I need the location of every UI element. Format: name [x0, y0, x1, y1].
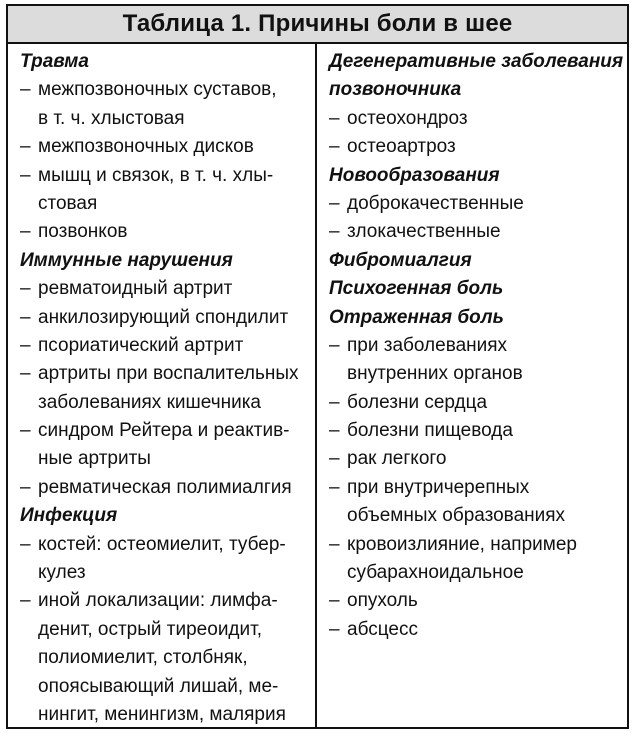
dash-bullet: –: [329, 107, 340, 129]
list-item: [329, 105, 627, 133]
list-item-text: при внутричерепных: [347, 476, 530, 498]
list-item: [329, 417, 627, 445]
list-item-continuation: ные артриты: [38, 448, 151, 470]
list-item-text: остеоартроз: [347, 136, 456, 158]
list-item: [329, 389, 627, 417]
list-item-text: псориатический артрит: [38, 334, 244, 356]
dash-bullet: –: [20, 79, 31, 101]
list-item-continuation: внутренних органов: [347, 363, 523, 385]
list-item-text: ревматическая полимиалгия: [38, 476, 292, 498]
list-item-continuation: заболеваниях кишечника: [38, 391, 261, 413]
list-item-continuation: объемных образованиях: [347, 505, 566, 527]
section-heading: Дегенеративные заболевания: [329, 51, 624, 72]
list-item: [329, 445, 627, 473]
list-item-continuation: кулез: [38, 562, 86, 584]
list-item-text: позвонков: [38, 221, 128, 243]
list-item-continuation: субарахноидальное: [347, 562, 524, 584]
list-item-text: абсцесс: [347, 618, 418, 640]
right-column: [317, 44, 627, 727]
dash-bullet: –: [20, 420, 31, 442]
list-item-text: иной локализации: лимфа-: [38, 590, 278, 612]
list-item: [20, 587, 315, 615]
table-body: [8, 44, 627, 727]
list-item: [20, 76, 315, 104]
list-item: [20, 218, 315, 246]
list-item-text: доброкачественные: [347, 192, 524, 214]
list-item-text: опухоль: [347, 590, 418, 612]
dash-bullet: –: [329, 420, 340, 442]
list-item: [329, 616, 627, 644]
section-heading: Фибромиалгия: [329, 249, 472, 271]
list-item: [329, 587, 627, 615]
dash-bullet: –: [329, 391, 340, 413]
dash-bullet: –: [20, 363, 31, 385]
list-item: [20, 474, 315, 502]
dash-bullet: –: [20, 590, 31, 612]
list-item: [20, 360, 315, 388]
list-item-text: болезни сердца: [347, 391, 488, 413]
table-title: Таблица 1. Причины боли в шее: [8, 6, 627, 44]
section-heading: позвоночника: [329, 79, 462, 101]
dash-bullet: –: [329, 221, 340, 243]
list-item-text: анкилозирующий спондилит: [38, 306, 289, 328]
dash-bullet: –: [329, 533, 340, 555]
list-item-text: артриты при воспалительных: [38, 363, 299, 385]
list-item-continuation: полиомиелит, столбняк,: [38, 647, 248, 669]
list-item-text: кровоизлияние, например: [347, 533, 577, 555]
list-item-text: при заболеваниях: [347, 334, 508, 356]
left-column: [8, 44, 317, 727]
list-item: [329, 133, 627, 161]
dash-bullet: –: [20, 164, 31, 186]
dash-bullet: –: [20, 278, 31, 300]
list-item-text: костей: остеомиелит, тубер-: [38, 533, 286, 555]
list-item: [20, 417, 315, 445]
list-item: [20, 275, 315, 303]
dash-bullet: –: [20, 136, 31, 158]
dash-bullet: –: [329, 618, 340, 640]
list-item-text: межпозвоночных дисков: [38, 136, 254, 158]
list-item: [329, 531, 627, 559]
list-item-continuation: в т. ч. хлыстовая: [38, 107, 185, 129]
list-item-continuation: нингит, менингизм, малярия: [38, 703, 286, 725]
dash-bullet: –: [329, 192, 340, 214]
list-item-text: межпозвоночных суставов,: [38, 79, 277, 101]
dash-bullet: –: [20, 533, 31, 555]
list-item-text: синдром Рейтера и реактив-: [38, 420, 290, 442]
dash-bullet: –: [329, 334, 340, 356]
list-item-continuation: денит, острый тиреоидит,: [38, 618, 263, 640]
list-item: [329, 474, 627, 502]
section-heading: Новообразования: [329, 164, 500, 186]
dash-bullet: –: [20, 306, 31, 328]
list-item: [329, 218, 627, 246]
list-item-continuation: стовая: [38, 192, 98, 214]
section-heading: Иммунные нарушения: [20, 249, 233, 271]
list-item: [20, 162, 315, 190]
dash-bullet: –: [329, 448, 340, 470]
list-item-text: болезни пищевода: [347, 420, 513, 442]
dash-bullet: –: [20, 221, 31, 243]
section-heading: Инфекция: [20, 505, 118, 527]
list-item: [20, 332, 315, 360]
dash-bullet: –: [20, 476, 31, 498]
list-item: [20, 304, 315, 332]
list-item-text: рак легкого: [347, 448, 447, 470]
section-heading: Психогенная боль: [329, 278, 504, 300]
list-item-continuation: опоясывающий лишай, ме-: [38, 675, 279, 697]
dash-bullet: –: [329, 590, 340, 612]
causes-table: [6, 4, 629, 729]
section-heading: Травма: [20, 51, 89, 72]
dash-bullet: –: [20, 334, 31, 356]
list-item: [329, 190, 627, 218]
list-item-text: ревматоидный артрит: [38, 278, 233, 300]
list-item: [329, 332, 627, 360]
list-item: [20, 531, 315, 559]
list-item-text: злокачественные: [347, 221, 501, 243]
dash-bullet: –: [329, 476, 340, 498]
list-item: [20, 133, 315, 161]
dash-bullet: –: [329, 136, 340, 158]
list-item-text: мышц и связок, в т. ч. хлы-: [38, 164, 274, 186]
list-item-text: остеохондроз: [347, 107, 468, 129]
section-heading: Отраженная боль: [329, 306, 504, 328]
